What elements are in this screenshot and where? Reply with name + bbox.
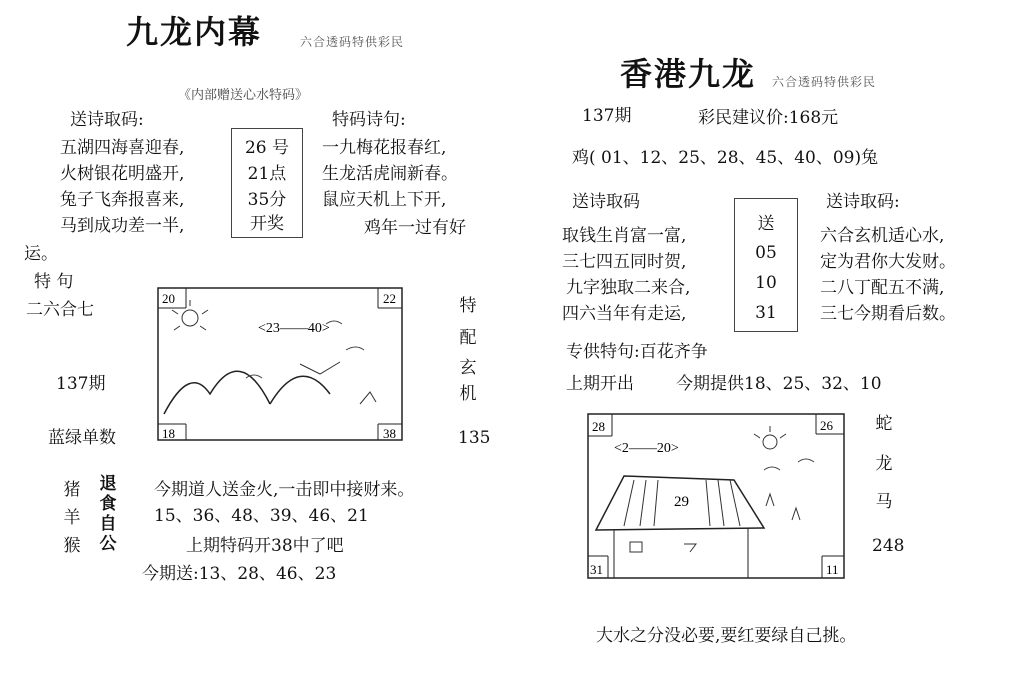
right-sketch-corner: 31 <box>590 562 603 577</box>
draw-info-line: 26 号 <box>244 138 290 158</box>
left-title: 九龙内幕 <box>126 13 263 51</box>
right-poem-heading: 送诗取码 <box>572 192 640 212</box>
right-sketch-corner: 11 <box>826 562 839 577</box>
right-side-char: 蛇 <box>875 414 893 434</box>
left-special-poem-line: 鸡年一过有好 <box>364 218 466 238</box>
rooster-line: 鸡( 01、12、25、28、45、40、09)兔 <box>572 148 879 168</box>
left-sketch-corner: 18 <box>162 426 175 441</box>
right-side-char: 龙 <box>875 454 893 474</box>
vertical-char: 食 <box>99 494 117 514</box>
right-poem-line: 四六当年有走运, <box>562 304 687 324</box>
left-sketch-range: <23——40> <box>258 321 330 336</box>
provide-line: 今期提供18、25、32、10 <box>676 374 882 394</box>
left-side-char: 玄 <box>459 358 477 378</box>
right-poem-line: 取钱生肖富一富, <box>562 226 687 246</box>
right-sketch-roof: 29 <box>674 494 689 510</box>
right-box-line: 31 <box>755 303 777 323</box>
left-special-poem-line: 一九梅花报春红, <box>322 138 447 158</box>
right-title-sub: 六合透码特供彩民 <box>772 75 877 89</box>
left-sketch-corner: 22 <box>383 291 396 306</box>
right-title: 香港九龙 <box>620 55 757 93</box>
left-poem-line: 火树银花明盛开, <box>60 164 185 184</box>
left-subtitle: 《内部赠送心水特码》 <box>178 88 309 103</box>
left-special-poem-line: 生龙活虎闹新春。 <box>322 164 458 184</box>
left-poem-line: 马到成功差一半, <box>60 216 185 236</box>
right-sketch-corner: 26 <box>820 418 833 433</box>
left-side-number: 135 <box>458 428 491 448</box>
right-footer: 大水之分没必要,要红要绿自己挑。 <box>596 626 857 646</box>
animal-label: 猪 <box>63 480 81 500</box>
left-side-char: 配 <box>459 328 477 348</box>
blue-green-label: 蓝绿单数 <box>48 428 116 448</box>
right-side-number: 248 <box>872 536 905 556</box>
right-box-line: 送 <box>757 214 775 234</box>
right-sketch <box>584 410 848 582</box>
left-period: 137期 <box>56 374 106 394</box>
left-poem-heading: 送诗取码: <box>70 110 144 130</box>
right-period: 137期 <box>582 106 632 126</box>
vertical-char: 自 <box>99 514 117 534</box>
right-price: 彩民建议价:168元 <box>698 108 839 128</box>
animal-label: 羊 <box>63 508 81 528</box>
left-special-poem-heading: 特码诗句: <box>332 110 406 130</box>
right-side-char: 马 <box>875 492 893 512</box>
right-poem2-line: 定为君你大发财。 <box>820 252 956 272</box>
animal-label: 猴 <box>63 536 81 556</box>
right-box-line: 05 <box>755 243 777 263</box>
right-poem2-line: 六合玄机适心水, <box>820 226 945 246</box>
last-period-label: 上期开出 <box>566 374 634 394</box>
right-number-box <box>734 198 798 332</box>
right-box-line: 10 <box>755 273 777 293</box>
left-line-1: 今期道人送金火,一击即中接财来。 <box>154 480 415 500</box>
right-poem-line: 九字独取二来合, <box>566 278 691 298</box>
left-title-sub: 六合透码特供彩民 <box>300 35 405 49</box>
left-sketch-corner: 20 <box>162 291 175 306</box>
special-phrase-label: 特 句 <box>34 272 74 292</box>
draw-info-box <box>231 128 303 238</box>
vertical-char: 退 <box>99 474 117 494</box>
left-sketch <box>150 284 410 444</box>
left-sketch-corner: 38 <box>383 426 396 441</box>
left-special-poem-line: 鼠应天机上下开, <box>322 190 447 210</box>
draw-info-line: 开奖 <box>250 214 284 234</box>
right-poem-line: 三七四五同时贺, <box>562 252 687 272</box>
left-poem-line: 兔子飞奔报喜来, <box>60 190 185 210</box>
vertical-char: 公 <box>99 534 117 554</box>
left-side-char: 机 <box>459 384 477 404</box>
left-line-3: 上期特码开38中了吧 <box>186 536 344 556</box>
left-poem-line: 五湖四海喜迎春, <box>60 138 185 158</box>
left-special-poem-line: 运。 <box>24 244 58 264</box>
right-poem2-line: 三七今期看后数。 <box>820 304 956 324</box>
left-line-4: 今期送:13、28、46、23 <box>142 564 337 584</box>
left-line-2: 15、36、48、39、46、21 <box>154 506 369 526</box>
draw-info-line: 35分 <box>247 190 287 210</box>
special-phrase: 二六合七 <box>26 300 94 320</box>
right-poem2-line: 二八丁配五不满, <box>820 278 945 298</box>
right-sketch-corner: 28 <box>592 419 605 434</box>
right-special-label: 专供特句:百花齐争 <box>566 342 708 362</box>
right-poem2-heading: 送诗取码: <box>826 192 900 212</box>
right-sketch-range: <2——20> <box>614 441 679 456</box>
draw-info-line: 21点 <box>247 164 287 184</box>
left-side-char: 特 <box>459 296 477 316</box>
